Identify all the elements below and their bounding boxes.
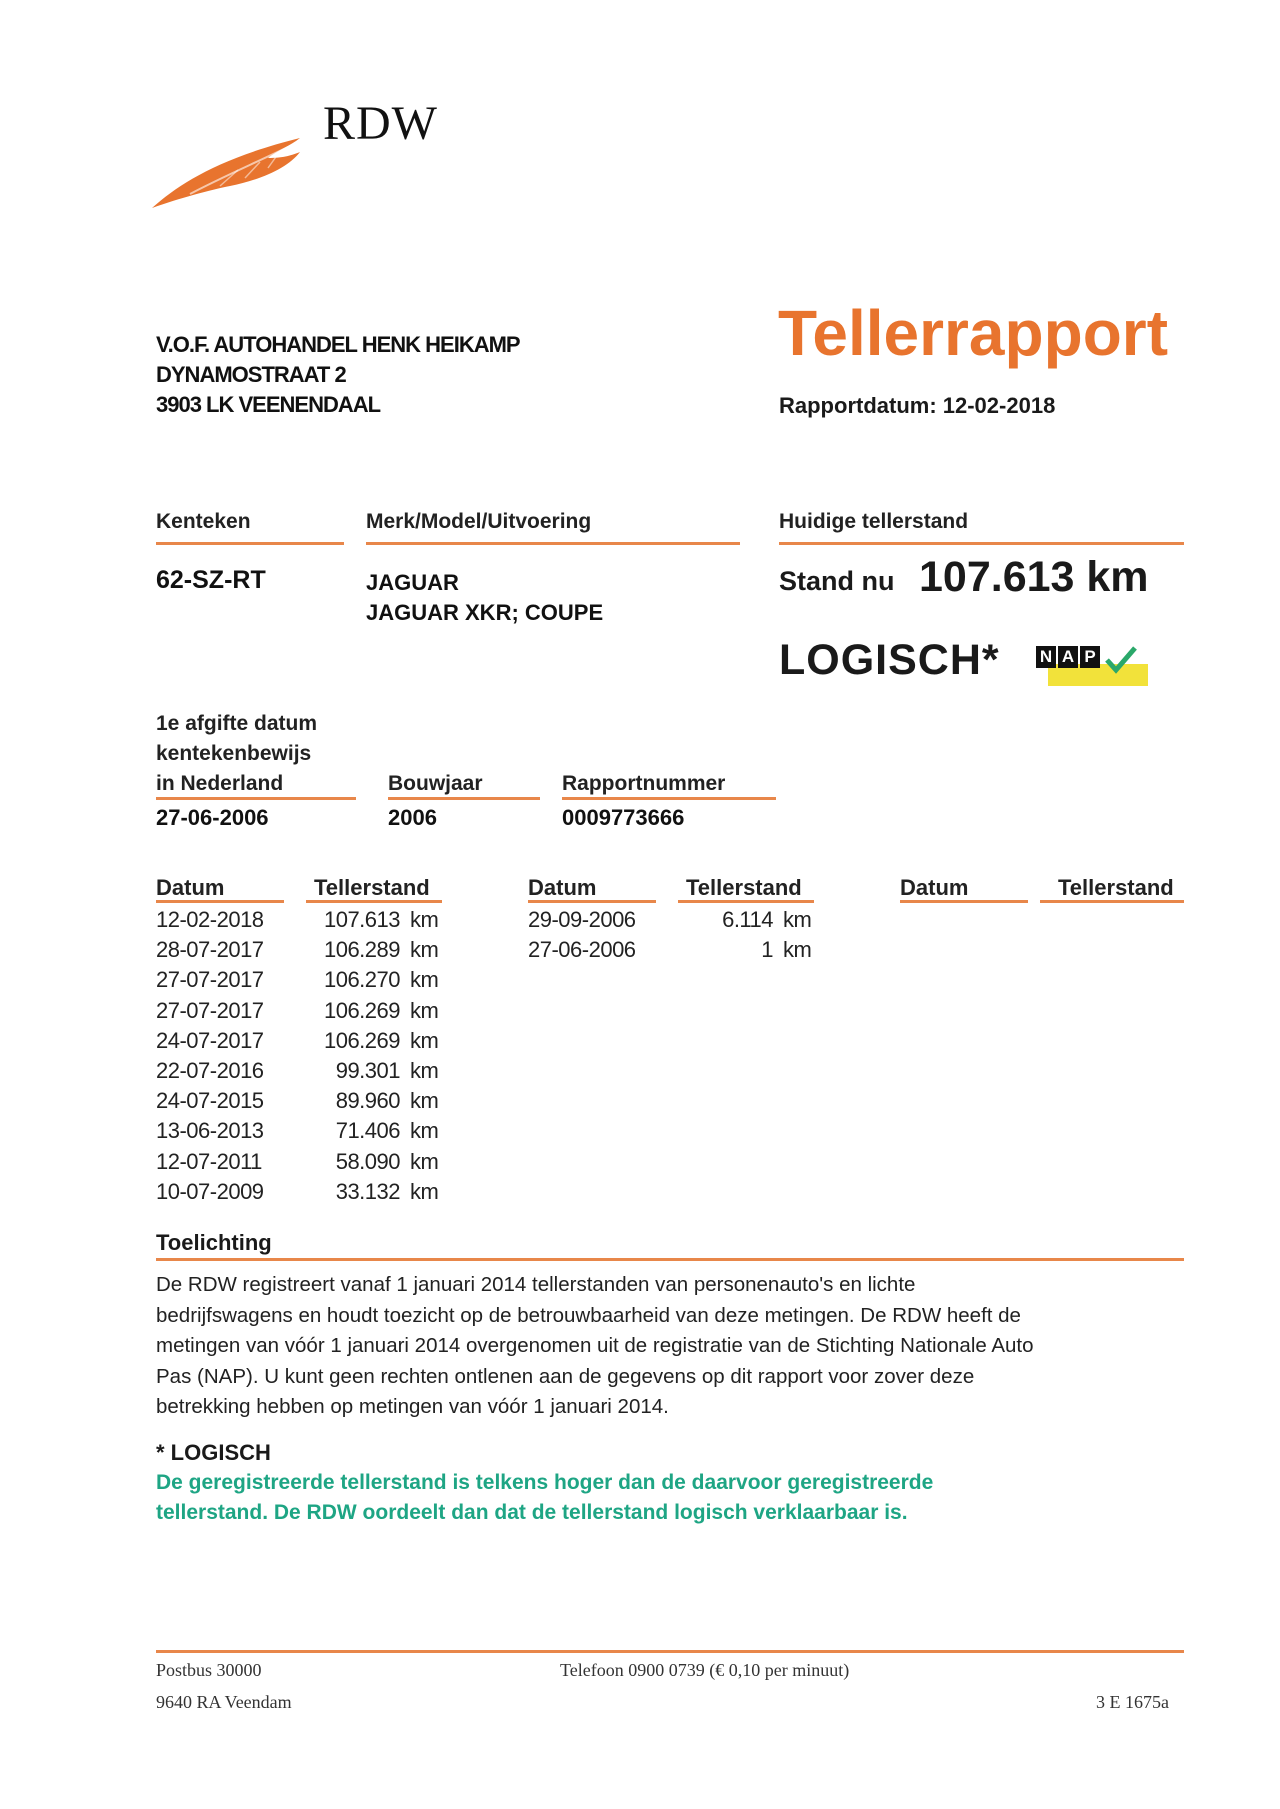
reading-date: 29-09-2006 xyxy=(528,907,636,932)
rdw-feather-logo xyxy=(150,128,310,213)
divider xyxy=(156,900,284,903)
reading-date: 24-07-2015 xyxy=(156,1088,264,1114)
footer-postbus: Postbus 30000 xyxy=(156,1660,262,1680)
reading-date: 27-07-2017 xyxy=(156,997,264,1023)
note-line: De geregistreerde tellerstand is telkens hoger dan de daarvoor geregistreerde xyxy=(156,1471,934,1494)
reading-date: 24-07-2017 xyxy=(156,1027,264,1053)
col-datum-header: Datum xyxy=(528,875,597,900)
kenteken-value: 62-SZ-RT xyxy=(156,566,266,594)
col-tellerstand-header: Tellerstand xyxy=(1058,875,1174,900)
divider xyxy=(388,797,540,800)
col-datum-header: Datum xyxy=(900,875,969,900)
reading-unit: km xyxy=(410,1027,439,1053)
reading-unit: km xyxy=(783,937,812,963)
reading-value: 106.270 xyxy=(323,967,400,993)
divider xyxy=(678,900,814,903)
col-tellerstand-header: Tellerstand xyxy=(314,875,430,900)
reading-value: 99.301 xyxy=(335,1058,400,1083)
reading-value: 89.960 xyxy=(335,1088,400,1114)
reading-date: 12-02-2018 xyxy=(156,907,264,932)
divider xyxy=(156,542,344,545)
reading-unit: km xyxy=(410,967,439,993)
nap-letter: A xyxy=(1058,646,1078,668)
rapportnummer-label: Rapportnummer xyxy=(562,772,726,795)
divider xyxy=(366,542,740,545)
reading-date: 28-07-2017 xyxy=(156,937,264,963)
address-line-1: V.O.F. AUTOHANDEL HENK HEIKAMP xyxy=(156,332,520,357)
footer-city: 9640 RA Veendam xyxy=(156,1692,292,1712)
first-reg-value: 27-06-2006 xyxy=(156,805,269,830)
toelichting-line: betrekking hebben op metingen van vóór 1 januari 2014. xyxy=(156,1395,669,1418)
reading-date: 27-07-2017 xyxy=(156,967,264,993)
reading-date: 13-06-2013 xyxy=(156,1118,264,1144)
toelichting-text xyxy=(156,1270,1196,1423)
reading-value: 71.406 xyxy=(335,1118,400,1144)
reading-date: 10-07-2009 xyxy=(156,1178,264,1204)
reading-value: 106.269 xyxy=(323,1027,400,1053)
reading-unit: km xyxy=(410,907,439,932)
reading-value: 6.114 xyxy=(722,907,773,932)
toelichting-line: De RDW registreert vanaf 1 januari 2014 tellerstanden van personenauto's en lichte xyxy=(156,1273,916,1296)
reading-unit: km xyxy=(410,1088,439,1114)
divider xyxy=(156,797,356,800)
report-date: Rapportdatum: 12-02-2018 xyxy=(779,393,1056,418)
reading-date: 22-07-2016 xyxy=(156,1058,264,1083)
reading-value: 106.289 xyxy=(323,937,400,963)
reading-value: 33.132 xyxy=(335,1178,400,1204)
first-reg-label-2: kentekenbewijs xyxy=(156,742,312,765)
merk-value: JAGUAR xyxy=(366,570,459,595)
reading-unit: km xyxy=(410,1148,439,1174)
verdict-label: LOGISCH* xyxy=(779,636,1000,684)
nap-badge xyxy=(1036,646,1148,686)
rapportnummer-value: 0009773666 xyxy=(562,805,685,830)
reading-value: 1 xyxy=(761,937,773,963)
reading-value: 107.613 xyxy=(323,907,400,932)
model-value: JAGUAR XKR; COUPE xyxy=(366,600,604,625)
note-text xyxy=(156,1468,1116,1528)
note-title: * LOGISCH xyxy=(156,1440,271,1465)
reading-unit: km xyxy=(410,1118,439,1144)
reading-value: 106.269 xyxy=(323,997,400,1023)
divider xyxy=(306,900,442,903)
toelichting-line: metingen van vóór 1 januari 2014 overgenomen uit de registratie van de Stichting Nationale Auto xyxy=(156,1334,1034,1357)
bouwjaar-label: Bouwjaar xyxy=(388,772,483,795)
col-tellerstand-header: Tellerstand xyxy=(686,875,802,900)
reading-date: 12-07-2011 xyxy=(156,1148,262,1174)
divider xyxy=(900,900,1028,903)
stand-label: Stand nu xyxy=(779,566,895,596)
address-line-3: 3903 LK VEENENDAAL xyxy=(156,392,381,417)
divider xyxy=(779,542,1184,545)
reading-unit: km xyxy=(783,907,812,932)
first-reg-label-1: 1e afgifte datum xyxy=(156,712,318,735)
bouwjaar-value: 2006 xyxy=(388,805,437,830)
divider xyxy=(562,797,776,800)
footer-code: 3 E 1675a xyxy=(1096,1692,1169,1712)
col-datum-header: Datum xyxy=(156,875,225,900)
footer-divider xyxy=(156,1650,1184,1653)
reading-value: 58.090 xyxy=(335,1148,400,1174)
toelichting-line: bedrijfswagens en houdt toezicht op de betrouwbaarheid van deze metingen. De RDW heeft de xyxy=(156,1303,1021,1327)
divider xyxy=(156,1258,1184,1261)
divider xyxy=(528,900,656,903)
footer-phone: Telefoon 0900 0739 (€ 0,10 per minuut) xyxy=(560,1660,850,1680)
toelichting-title: Toelichting xyxy=(156,1230,272,1255)
rdw-logo-text: RDW xyxy=(323,97,438,150)
reading-date: 27-06-2006 xyxy=(528,937,636,963)
stand-value: 107.613 km xyxy=(919,553,1149,601)
report-title: Tellerrapport xyxy=(778,297,1168,369)
first-reg-label-3: in Nederland xyxy=(156,772,284,795)
divider xyxy=(1040,900,1184,903)
teller-label: Huidige tellerstand xyxy=(779,510,969,533)
nap-letter: P xyxy=(1080,646,1100,668)
reading-unit: km xyxy=(410,997,439,1023)
nap-letter: N xyxy=(1036,646,1056,668)
note-line: tellerstand. De RDW oordeelt dan dat de tellerstand logisch verklaarbaar is. xyxy=(156,1501,908,1524)
kenteken-label: Kenteken xyxy=(156,510,251,533)
check-icon xyxy=(1104,646,1138,676)
toelichting-line: Pas (NAP). U kunt geen rechten ontlenen aan de gegevens op dit rapport voor zover deze xyxy=(156,1364,975,1388)
reading-unit: km xyxy=(410,937,439,963)
reading-unit: km xyxy=(410,1178,439,1204)
merk-label: Merk/Model/Uitvoering xyxy=(366,510,592,533)
address-line-2: DYNAMOSTRAAT 2 xyxy=(156,362,346,387)
reading-unit: km xyxy=(410,1058,439,1083)
